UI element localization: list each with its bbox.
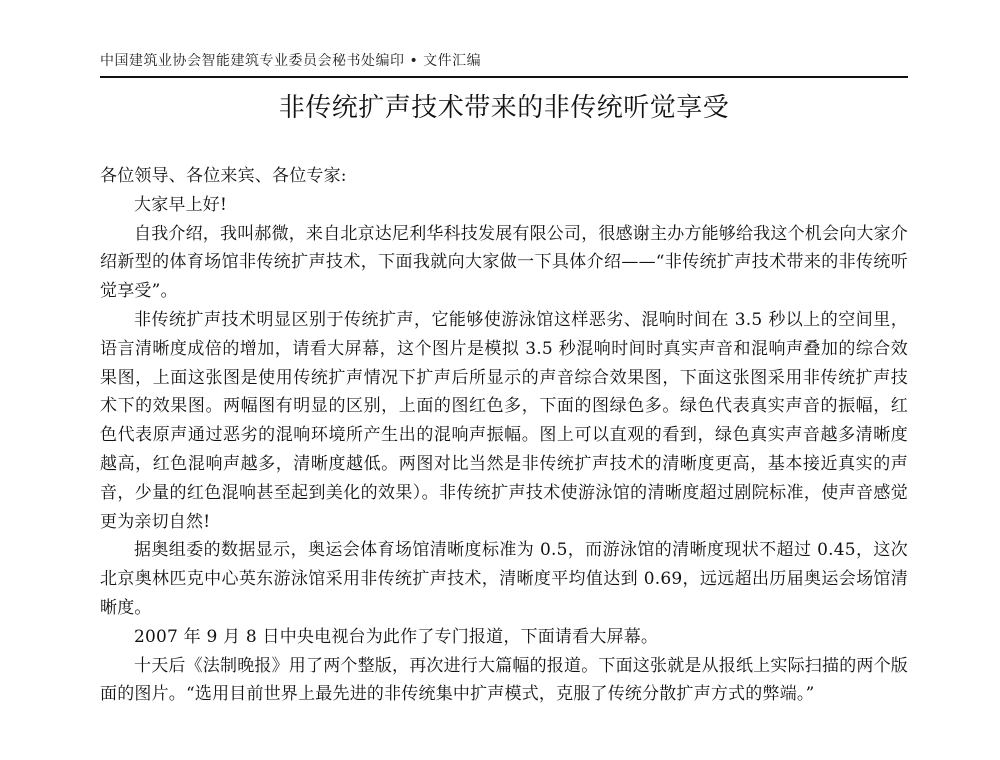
- header-rule: [100, 76, 908, 78]
- paragraph-technology: 非传统扩声技术明显区别于传统扩声，它能够使游泳馆这样恶劣、混响时间在 3.5 秒以上的空间里，语言清晰度成倍的增加，请看大屏幕，这个图片是模拟 3.5 秒混响时间时真实声音和混响声叠加的综合效果图，上面这张图是使用传统扩声情况下扩声后所显示的声音综合效果图，下面这张图采用非传统扩声技术下的效果图。两幅图有明显的区别，上面的图红色多，下面的图绿色多。绿色代表真实声音的振幅，红色代表原声通过恶劣的混响环境所产生出的混响声振幅。图上可以直观的看到，绿色真实声音越多清晰度越高，红色混响声越多，清晰度越低。两图对比当然是非传统扩声技术的清晰度更高，基本接近真实的声音，少量的红色混响甚至起到美化的效果）。非传统扩声技术使游泳馆的清晰度超过剧院标准，使声音感觉更为亲切自然!: [100, 309, 908, 532]
- document-title: 非传统扩声技术带来的非传统听觉享受: [278, 93, 730, 123]
- paragraph-cctv-report: 2007 年 9 月 8 日中央电视台为此作了专门报道，下面请看大屏幕。: [134, 626, 659, 647]
- paragraph-introduction: 自我介绍，我叫郝微，来自北京达尼利华科技发展有限公司，很感谢主办方能够给我这个机会向大家介绍新型的体育场馆非传统扩声技术，下面我就向大家做一下具体介绍——“非传统扩声技术带来的非传统听觉享受”。: [100, 223, 908, 302]
- running-header: 中国建筑业协会智能建筑专业委员会秘书处编印 • 文件汇编: [100, 53, 482, 69]
- paragraph-newspaper-report: 十天后《法制晚报》用了两个整版，再次进行大篇幅的报道。下面这张就是从报纸上实际扫描的两个版面的图片。“选用目前世界上最先进的非传统集中扩声模式，克服了传统分散扩声方式的弊端。”: [100, 655, 908, 705]
- salutation: 各位领导、各位来宾、各位专家:: [100, 166, 347, 186]
- greeting: 大家早上好!: [134, 194, 228, 215]
- document-body: [100, 162, 908, 709]
- paragraph-olympic-data: 据奥组委的数据显示，奥运会体育场馆清晰度标准为 0.5，而游泳馆的清晰度现状不超过 0.45，这次北京奥林匹克中心英东游泳馆采用非传统扩声技术，清晰度平均值达到 0.69，远远超出历届奥运会场馆清晰度。: [100, 540, 908, 618]
